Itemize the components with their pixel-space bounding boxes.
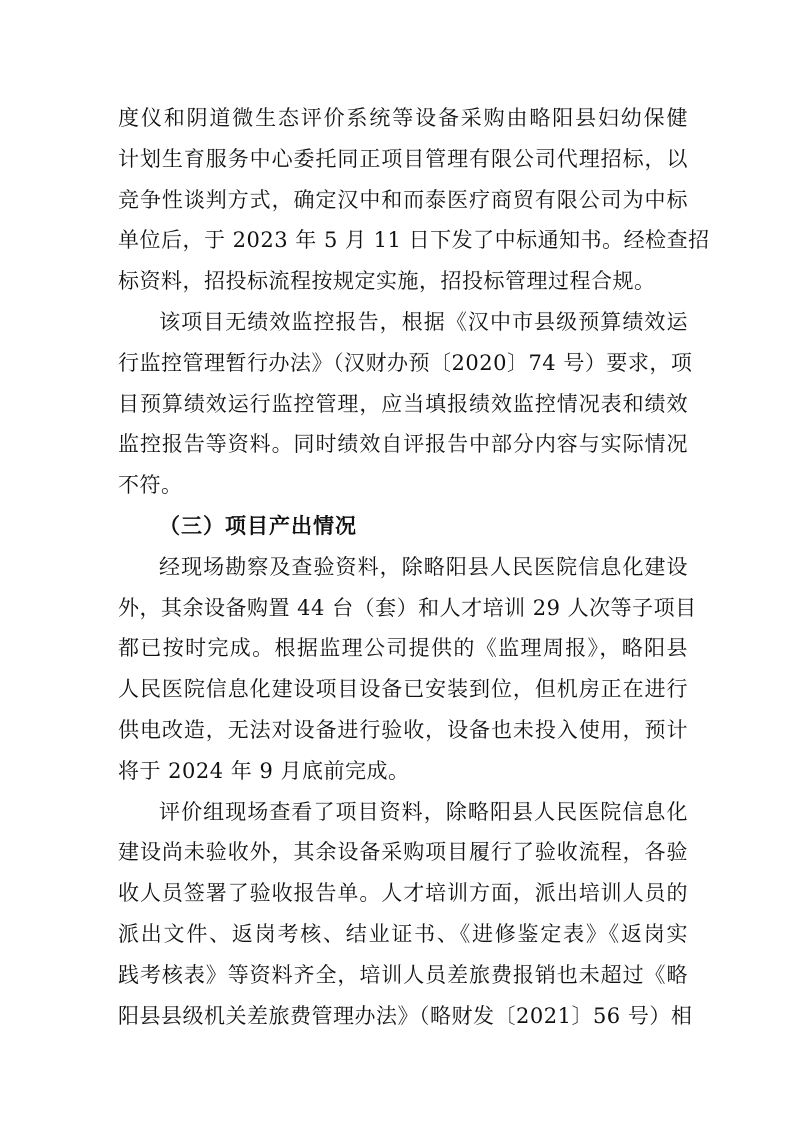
paragraph-first-line: 该项目无绩效监控报告，根据《汉中市县级预算绩效运 bbox=[159, 309, 688, 334]
paragraph-first-line: 经现场勘察及查验资料，除略阳县人民医院信息化建设 bbox=[159, 554, 688, 579]
text-line: 将于 2024 年 9 月底前完成。 bbox=[118, 758, 410, 783]
text-line: 践考核表》等资料齐全，培训人员差旅费报销也未超过《略 bbox=[118, 962, 688, 987]
text-line: 计划生育服务中心委托同正项目管理有限公司代理招标，以 bbox=[118, 146, 688, 171]
text-line: 收人员签署了验收报告单。人才培训方面，派出培训人员的 bbox=[118, 881, 688, 906]
text-line: 人民医院信息化建设项目设备已安装到位，但机房正在进行 bbox=[118, 677, 688, 702]
text-line: 外，其余设备购置 44 台（套）和人才培训 29 人次等子项目 bbox=[118, 595, 697, 620]
text-line: 阳县县级机关差旅费管理办法》（略财发〔2021〕56 号）相 bbox=[118, 1003, 693, 1028]
text-line: 度仪和阴道微生态评价系统等设备采购由略阳县妇幼保健 bbox=[118, 106, 688, 130]
text-line: 监控报告等资料。同时绩效自评报告中部分内容与实际情况 bbox=[118, 432, 688, 457]
text-line: 派出文件、返岗考核、结业证书、《进修鉴定表》《返岗实 bbox=[118, 921, 688, 946]
text-line: 建设尚未验收外，其余设备采购项目履行了验收流程，各验 bbox=[118, 840, 688, 865]
text-line: 竞争性谈判方式，确定汉中和而泰医疗商贸有限公司为中标 bbox=[118, 187, 688, 212]
text-line: 标资料，招投标流程按规定实施，招投标管理过程合规。 bbox=[118, 269, 656, 294]
text-line: 不符。 bbox=[118, 473, 183, 498]
section-heading: （三）项目产出情况 bbox=[159, 512, 357, 538]
paragraph-first-line: 评价组现场查看了项目资料，除略阳县人民医院信息化 bbox=[159, 799, 688, 824]
document-body bbox=[118, 98, 710, 1036]
text-line: 目预算绩效运行监控管理，应当填报绩效监控情况表和绩效 bbox=[118, 391, 688, 416]
text-line: 行监控管理暂行办法》（汉财办预〔2020〕74 号）要求，项 bbox=[118, 350, 693, 375]
text-line: 都已按时完成。根据监理公司提供的《监理周报》，略阳县 bbox=[118, 636, 688, 661]
text-line: 单位后，于 2023 年 5 月 11 日下发了中标通知书。经检查招 bbox=[118, 228, 710, 253]
text-line: 供电改造，无法对设备进行验收，设备也未投入使用，预计 bbox=[118, 717, 688, 742]
